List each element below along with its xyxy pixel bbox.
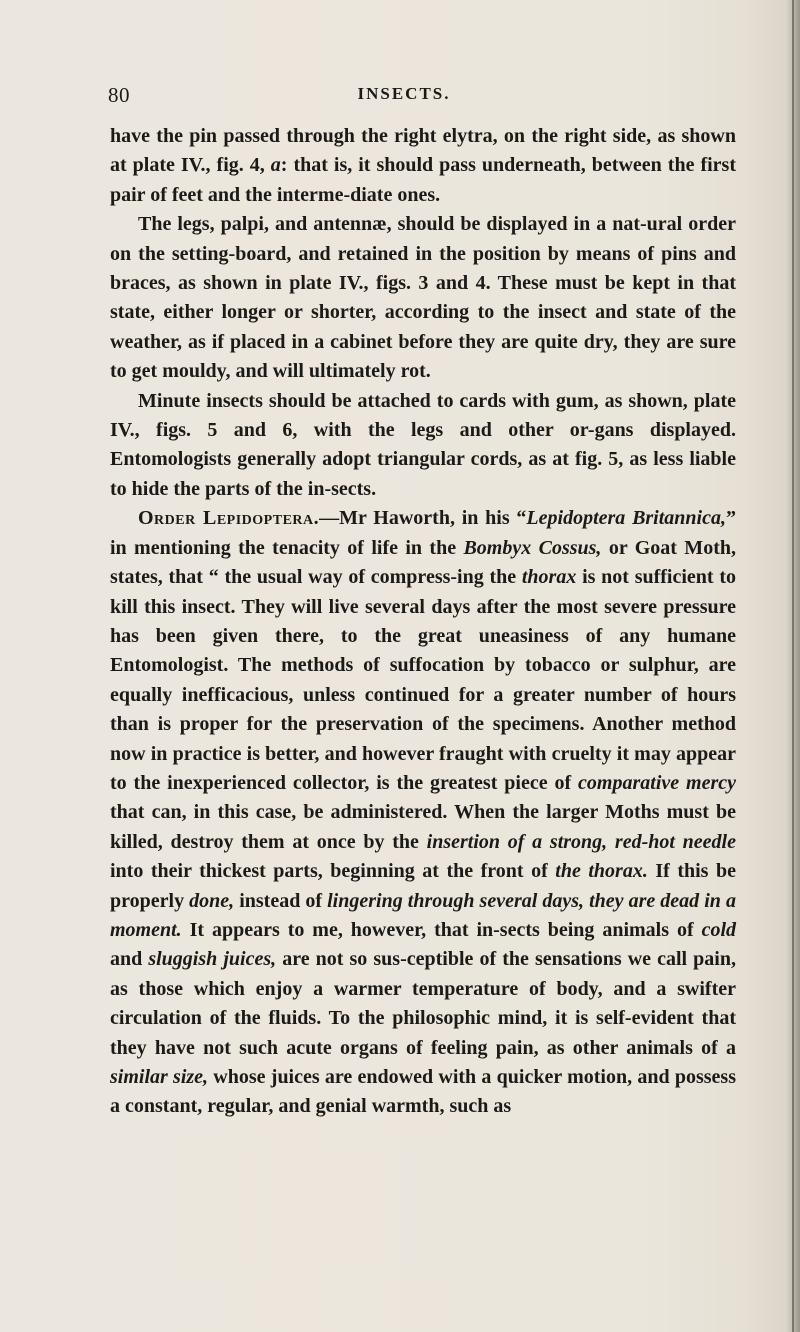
paragraph-3: Minute insects should be attached to cards with gum, as shown, plate IV., figs. 5 and 6, with the legs and other or-gans displayed. Entomologists generally adopt triangular cords, as at fig. 5, as less liable to hide the parts of the in-sects. [110, 389, 736, 500]
paragraph-4-text-3: or Goat Moth, states, that “ the usual way of compress-ing the [110, 536, 736, 589]
running-head: INSECTS. [357, 84, 451, 103]
paragraph-4-text-11: are not so sus-ceptible of the sensations we call pain, as those which enjoy a warmer temperature of body, and a swifter circulation of the fluids. To the philosophic mind, it is self-evident that they have not such acute organs of feeling pain, as other animals of a [110, 948, 736, 1059]
page-header [94, 83, 714, 107]
section-heading-order-lepidoptera: Order Lepidoptera. [138, 507, 320, 530]
paragraph-4-italic-3: thorax [521, 566, 577, 589]
paragraph-4 [110, 504, 736, 1122]
paragraph-4-text-8: instead of [234, 889, 328, 912]
paragraph-4-text-6: into their thickest parts, beginning at the front of [110, 860, 556, 883]
paragraph-4-text-1: —Mr Haworth, in his “ [319, 507, 527, 530]
paragraph-1-italic-a: a [270, 154, 281, 177]
paragraph-4-italic-1: Lepidoptera Britannica, [526, 507, 726, 530]
page-number: 80 [108, 83, 130, 107]
paragraph-4-italic-5: insertion of a strong, red-hot needle [426, 830, 736, 853]
paragraph-1-text: have the pin passed through the right elytra, on the right side, as shown at plate IV., fig. 4, [110, 125, 736, 177]
paragraph-2: The legs, palpi, and antennæ, should be displayed in a nat-ural order on the setting-board, and retained in the position by means of pins and braces, as shown in plate IV., figs. 3 and 4. These must be kept in that state, either longer or shorter, according to the insect and state of the weather, as if placed in a cabinet before they are quite dry, they are sure to get mouldy, and will ultimately rot. [110, 213, 736, 383]
paragraph-4-text-4: is not sufficient to kill this insect. They will live several days after the most severe pressure has been given there, to the great uneasiness of any humane Entomologist. The methods of suffocation by tobacco or sulphur, are equally inefficacious, unless continued for a greater number of hours than is proper for the preservation of the specimens. Another method now in practice is better, and however fraught with cruelty it may appear to the inexperienced collector, is the greatest piece of [110, 566, 736, 794]
paragraph-1-text-b: : that is, it should pass underneath, between the first pair of feet and the interme-diate ones. [110, 154, 736, 206]
paragraph-4-italic-10: sluggish juices, [148, 948, 277, 971]
paragraph-4-italic-6: the thorax. [555, 860, 648, 883]
paragraph-4-italic-2: Bombyx Cossus, [463, 536, 602, 559]
paragraph-4-text-10: and [110, 948, 149, 971]
paragraph-1 [110, 122, 736, 210]
paragraph-4-italic-11: similar size, [110, 1066, 209, 1088]
paragraph-4-text-9: It appears to me, however, that in-sects being animals of [181, 918, 702, 941]
paragraph-4-text-7: If this be properly [110, 860, 736, 912]
body-text [110, 122, 736, 1122]
paragraph-4-italic-7: done, [189, 889, 235, 912]
paragraph-4-text-12: whose juices are endowed with a quicker motion, and possess a constant, regular, and genial warmth, such as [110, 1066, 736, 1118]
paragraph-4-text-5: that can, in this case, be administered. When the larger Moths must be killed, destroy them at once by the [110, 801, 736, 853]
paragraph-4-italic-9: cold [701, 918, 736, 941]
paragraph-4-text-2: ” in mentioning the tenacity of life in the [110, 507, 736, 559]
paragraph-4-italic-8: lingering through several days, they are dead in a moment. [110, 889, 736, 941]
paragraph-4-italic-4: comparative mercy [578, 771, 736, 794]
page-edge-line [792, 0, 794, 1332]
